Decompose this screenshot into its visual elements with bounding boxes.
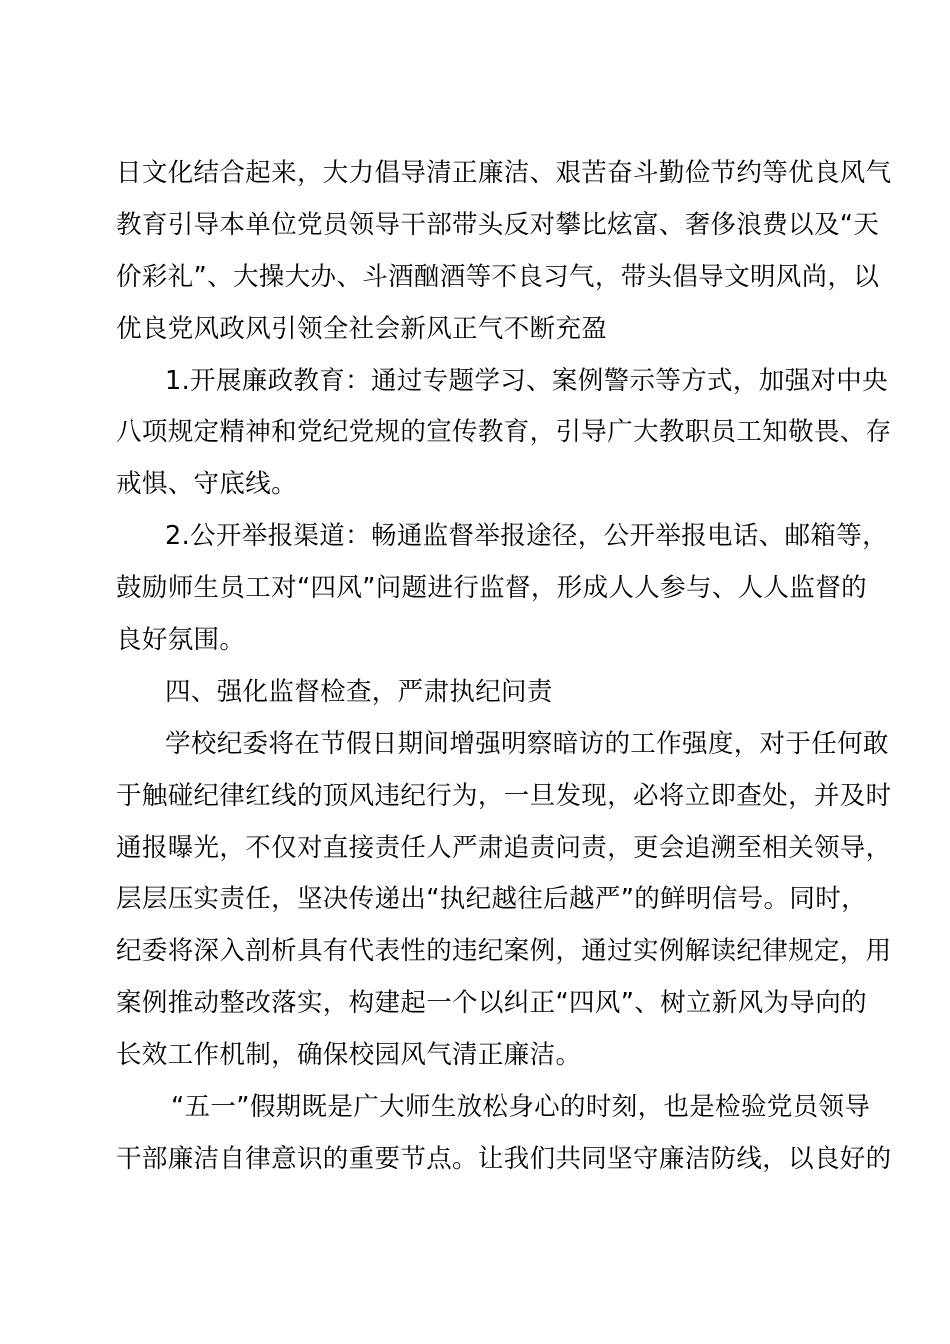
text-line: 八项规定精神和党纪党规的宣传教育，引导广大教职员工知敬畏、存: [116, 417, 892, 448]
text-line: 长效工作机制，确保校园风气清正廉洁。: [116, 1040, 582, 1071]
text-line: 通报曝光，不仅对直接责任人严肃追责问责，更会追溯至相关领导，: [116, 832, 892, 863]
section-heading: 四、强化监督检查，严肃执纪问责: [165, 676, 553, 707]
text-line: 案例推动整改落实，构建起一个以纠正“四风”、树立新风为导向的: [116, 988, 867, 1019]
text-line: 鼓励师生员工对“四风”问题进行监督，形成人人参与、人人监督的: [116, 573, 867, 604]
text-line: 教育引导本单位党员领导干部带头反对攀比炫富、奢侈浪费以及“天: [116, 209, 880, 240]
body-text: [116, 148, 892, 1186]
text-line: 日文化结合起来，大力倡导清正廉洁、艰苦奋斗勤俭节约等优良风气: [116, 158, 892, 188]
text-line: “五一”假期既是广大师生放松身心的时刻，也是检验党员领导: [171, 1092, 871, 1123]
text-line: 纪委将深入剖析具有代表性的违纪案例，通过实例解读纪律规定，用: [116, 936, 892, 967]
text-line: 2.公开举报渠道：畅通监督举报途径，公开举报电话、邮箱等，: [165, 521, 888, 552]
text-line: 戒惧、守底线。: [116, 469, 297, 500]
text-line: 于触碰纪律红线的顶风违纪行为，一旦发现，必将立即查处，并及时: [116, 780, 892, 811]
text-line: 学校纪委将在节假日期间增强明察暗访的工作强度，对于任何敢: [165, 728, 889, 759]
text-line: 干部廉洁自律意识的重要节点。让我们共同坚守廉洁防线，以良好的: [116, 1143, 892, 1174]
text-line: 价彩礼”、大操大办、斗酒酗酒等不良习气，带头倡导文明风尚，以: [116, 261, 880, 292]
text-line: 层层压实责任，坚决传递出“执纪越往后越严”的鲜明信号。同时，: [116, 884, 867, 915]
text-line: 良好氛围。: [116, 625, 246, 656]
text-line: 优良党风政风引领全社会新风正气不断充盈: [116, 313, 608, 344]
text-line: 1.开展廉政教育：通过专题学习、案例警示等方式，加强对中央: [165, 365, 888, 396]
